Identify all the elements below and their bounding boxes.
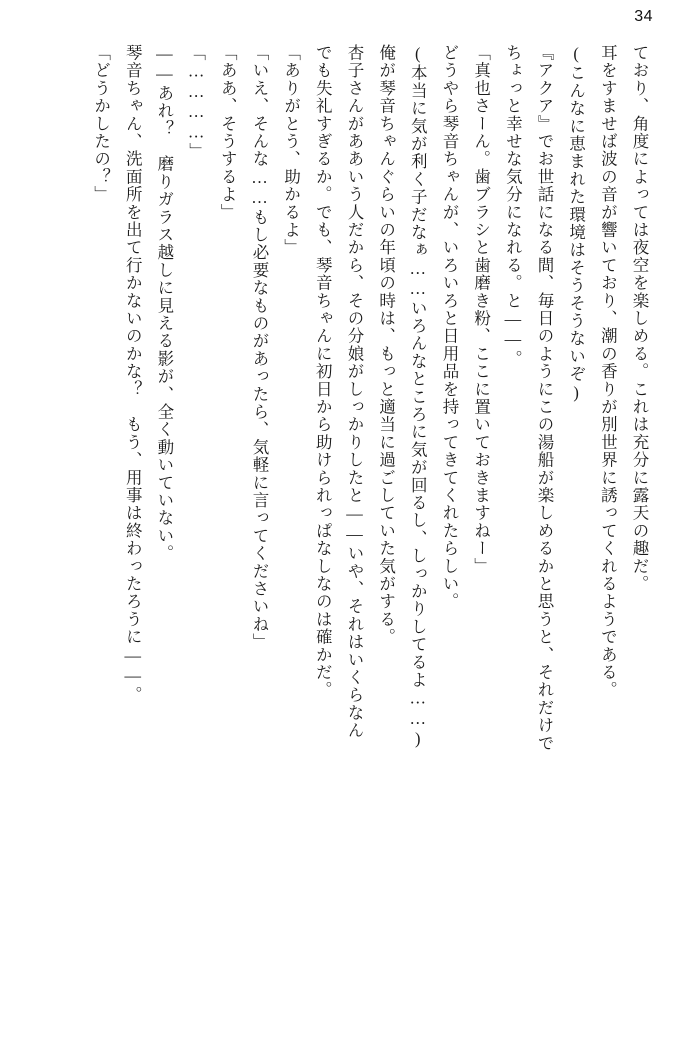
text-line: 「ありがとう、助かるよ」 bbox=[281, 44, 301, 257]
text-line: (こんなに恵まれた環境はそうそうないぞ) bbox=[566, 44, 586, 403]
text-line: ちょっと幸せな気分になれる。と——。 bbox=[503, 44, 523, 368]
page-number: 34 bbox=[634, 8, 653, 25]
text-line: (本当に気が利く子だなぁ……いろんなところに気が回るし、しっかりしてるよ……) bbox=[408, 44, 428, 750]
text-line: ——あれ？ 磨りガラス越しに見える影が、全く動いていない。 bbox=[154, 44, 174, 563]
text-line: 「真也さーん。歯ブラシと歯磨き粉、ここに置いておきますねー」 bbox=[471, 44, 491, 575]
text-line: 俺が琴音ちゃんぐらいの年頃の時は、もっと適当に過ごしていた気がする。 bbox=[376, 44, 396, 646]
text-line: 「いえ、そんな……もし必要なものがあったら、気軽に言ってくださいね」 bbox=[249, 44, 269, 651]
text-line: 琴音ちゃん、洗面所を出て行かないのかな？ もう、用事は終わったろうに——。 bbox=[123, 44, 143, 704]
text-line: 「どうかしたの？」 bbox=[91, 44, 111, 204]
text-line: 「…………」 bbox=[186, 44, 206, 161]
text-line: どうやら琴音ちゃんが、いろいろと日用品を持ってきてくれたらしい。 bbox=[439, 44, 459, 611]
text-line: 耳をすませば波の音が響いており、潮の香りが別世界に誘ってくれるようである。 bbox=[598, 44, 618, 699]
page-text-body bbox=[24, 44, 655, 1022]
text-line: 杏子さんがああいう人だから、その分娘がしっかりしたと——いや、それはいくらなん bbox=[344, 44, 364, 740]
text-line: でも失礼すぎるか。でも、琴音ちゃんに初日から助けられっぱなしなのは確かだ。 bbox=[313, 44, 333, 699]
text-line: 「ああ、そうするよ」 bbox=[218, 44, 238, 221]
text-line: 『アクア』でお世話になる間、毎日のようにこの湯船が楽しめるかと思うと、それだけで bbox=[534, 44, 554, 752]
text-line: ており、角度によっては夜空を楽しめる。これは充分に露天の趣だ。 bbox=[630, 44, 649, 593]
